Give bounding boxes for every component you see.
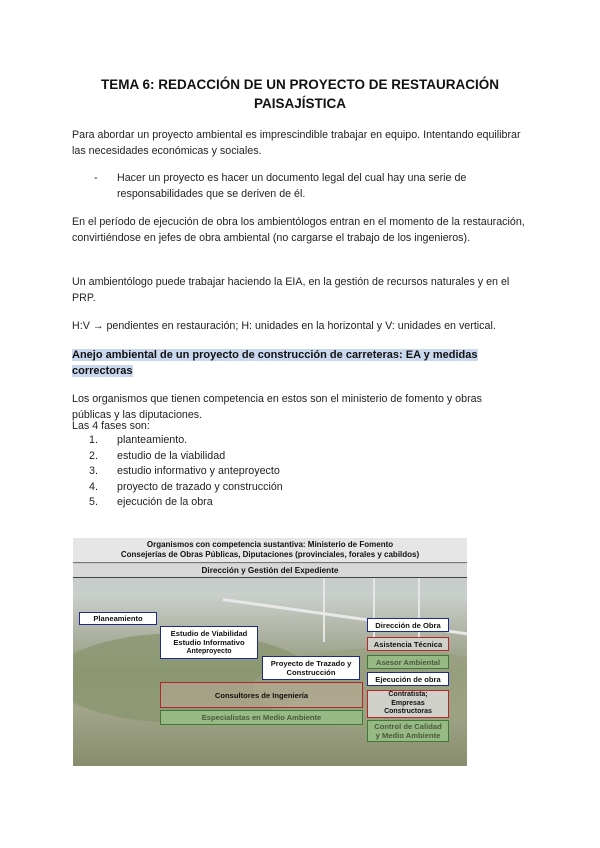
control-calidad-box: Control de Calidad y Medio Ambiente — [367, 720, 449, 742]
phases-list — [72, 433, 283, 511]
trazado-box: Proyecto de Trazado y Construcción — [262, 656, 360, 680]
contratista-box: Contratista; Empresas Constructoras — [367, 690, 449, 718]
paragraph-ambientologo: Un ambientólogo puede trabajar haciendo la EIA, en la gestión de recursos naturales y en el PRP. — [72, 276, 510, 304]
section-heading — [72, 347, 532, 379]
organisms-header: Organismos con competencia sustantiva: Ministerio de Fomento Consejerías de Obras Públicas, Diputaciones (provinciales, forales y cabildos) — [73, 538, 467, 563]
list-item: 4. proyecto de trazado y construcción — [89, 480, 283, 493]
phases-intro: Las 4 fases son: — [72, 420, 150, 432]
document-title: TEMA 6: REDACCIÓN DE UN PROYECTO DE RESTAURACIÓN PAISAJÍSTICA — [100, 77, 500, 111]
bullet-text: Hacer un proyecto es hacer un documento legal del cual hay una serie de responsabilidades que se deriven de él. — [117, 172, 467, 200]
list-item: 2. estudio de la viabilidad — [89, 449, 226, 462]
list-item: 1. planteamiento. — [89, 434, 188, 446]
list-item: 5. ejecución de la obra — [89, 496, 213, 508]
direccion-obra-box: Dirección de Obra — [367, 618, 449, 632]
paragraph-pendientes: H:V → pendientes en restauración; H: unidades en la horizontal y V: unidades en vertical. — [72, 320, 496, 332]
bullet-dash: - — [94, 172, 98, 184]
asesor-ambiental-box: Asesor Ambiental — [367, 655, 449, 669]
viabilidad-box: Estudio de Viabilidad Estudio Informativo Anteproyecto — [160, 626, 258, 659]
list-item: 3. estudio informativo y anteproyecto — [89, 465, 280, 477]
asistencia-tecnica-box: Asistencia Técnica — [367, 637, 449, 651]
organization-diagram — [73, 538, 467, 766]
bridge-tower — [323, 572, 325, 642]
paragraph-intro: Para abordar un proyecto ambiental es imprescindible trabajar en equipo. Intentando equilibrar las necesidades económicas y sociales. — [72, 129, 521, 157]
direccion-gestion-bar: Dirección y Gestión del Expediente — [73, 564, 467, 578]
paragraph-ejecucion: En el período de ejecución de obra los ambientólogos entran en el momento de la restauración, convirtiéndose en jefes de obra ambiental (no cargarse el trabajo de los ingenieros). — [72, 216, 525, 244]
paragraph-organismos: Los organismos que tienen competencia en estos son el ministerio de fomento y obras públicas y las diputaciones. — [72, 393, 482, 421]
planeamiento-box: Planeamiento — [79, 612, 157, 625]
consultoras-box: Consultores de Ingeniería — [160, 682, 363, 708]
bullet-item — [94, 171, 497, 202]
section-heading-text: Anejo ambiental de un proyecto de construcción de carreteras: EA y medidas correctoras — [72, 349, 478, 377]
ejecucion-obra-box: Ejecución de obra — [367, 672, 449, 686]
especialistas-box: Especialistas en Medio Ambiente — [160, 710, 363, 725]
